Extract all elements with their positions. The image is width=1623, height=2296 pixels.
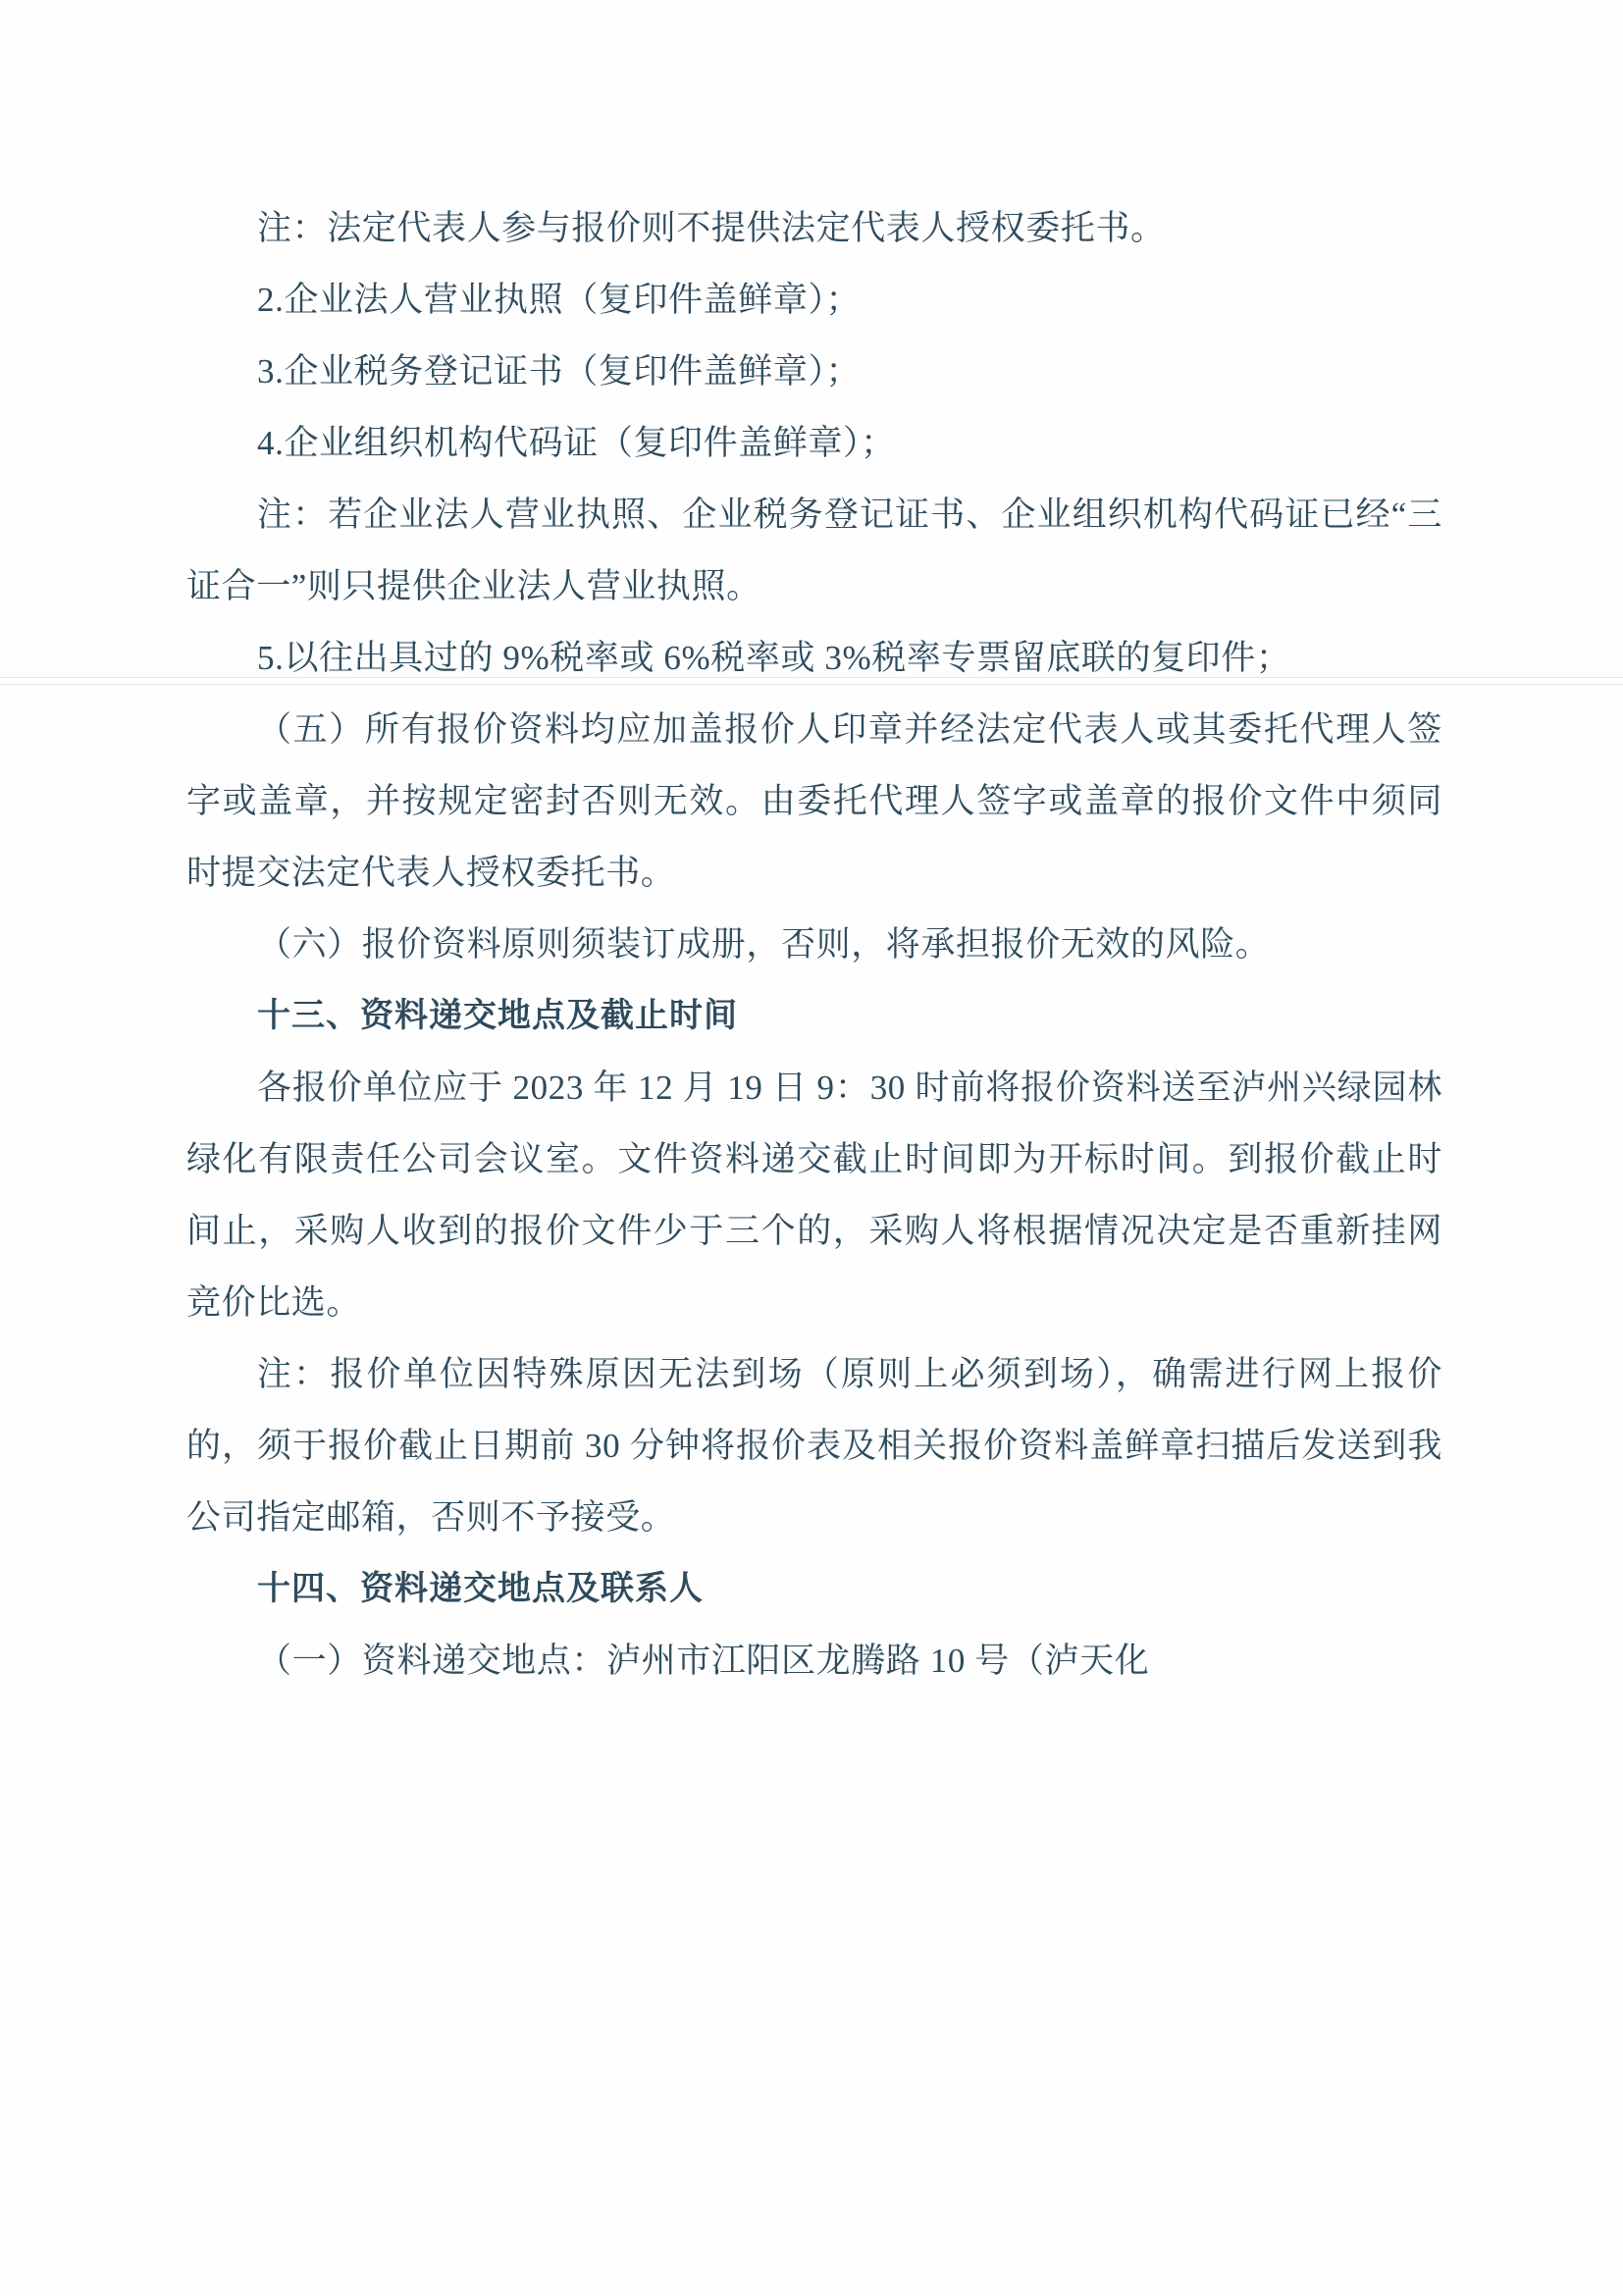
paragraph-item-4-org-code: 4.企业组织机构代码证（复印件盖鲜章）； bbox=[257, 424, 896, 462]
paragraph-item-2-business-license: 2.企业法人营业执照（复印件盖鲜章）； bbox=[257, 281, 862, 319]
paragraph-item-six-binding: （六）报价资料原则须装订成册，否则，将承担报价无效的风险。 bbox=[257, 925, 1271, 964]
paragraph-item-five-seal-requirements: （五）所有报价资料均应加盖报价人印章并经法定代表人或其委托代理人签字或盖章，并按规定密封否则无效。由委托代理人签字或盖章的报价文件中须同时提交法定代表人授权委托书。 bbox=[186, 710, 1442, 892]
section-heading-14: 十四、资料递交地点及联系人 bbox=[257, 1570, 704, 1607]
paragraph-note-online-quote: 注：报价单位因特殊原因无法到场（原则上必须到场），确需进行网上报价的，须于报价截止日期前 30 分钟将报价表及相关报价资料盖鲜章扫描后发送到我公司指定邮箱，否则不予接受。 bbox=[186, 1355, 1442, 1537]
document-body bbox=[186, 192, 1442, 1696]
paragraph-item-3-tax-registration: 3.企业税务登记证书（复印件盖鲜章）； bbox=[257, 352, 862, 391]
paragraph-item-one-address: （一）资料递交地点：泸州市江阳区龙腾路 10 号（泸天化 bbox=[257, 1642, 1150, 1680]
paragraph-item-5-tax-invoice-copies: 5.以往出具过的 9%税率或 6%税率或 3%税率专票留底联的复印件； bbox=[257, 639, 1291, 677]
paragraph-deadline-body: 各报价单位应于 2023 年 12 月 19 日 9：30 时前将报价资料送至泸州兴绿园林绿化有限责任公司会议室。文件资料递交截止时间即为开标时间。到报价截止时间止，采购人收到的报价文件少于三个的，采购人将根据情况决定是否重新挂网竞价比选。 bbox=[186, 1069, 1442, 1322]
section-heading-13: 十三、资料递交地点及截止时间 bbox=[257, 997, 738, 1034]
paragraph-note-legal-rep: 注：法定代表人参与报价则不提供法定代表人授权委托书。 bbox=[257, 209, 1166, 247]
paragraph-note-three-in-one: 注：若企业法人营业执照、企业税务登记证书、企业组织机构代码证已经“三证合一”则只提供企业法人营业执照。 bbox=[186, 496, 1442, 605]
